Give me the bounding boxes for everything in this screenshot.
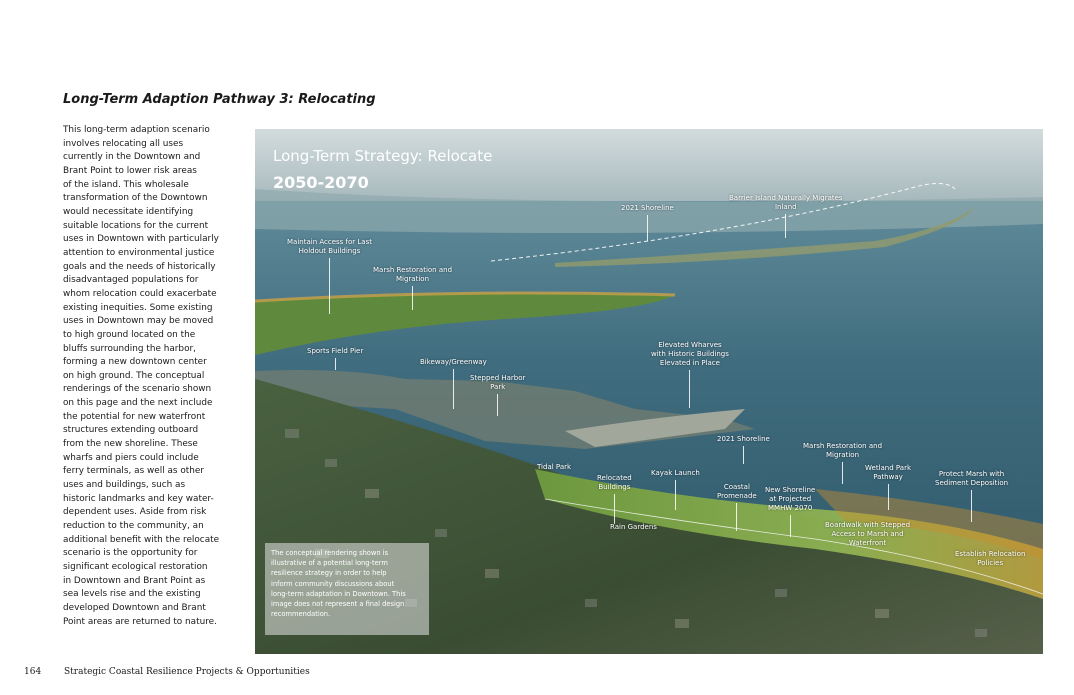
disclaimer-line: inform community discussions about <box>271 579 395 588</box>
annotation-barrier-island: Barrier Island Naturally Migrates Inland <box>729 194 843 238</box>
annotation-2021-shoreline-top: 2021 Shoreline <box>621 204 674 241</box>
body-line: disadvantaged populations for <box>63 275 199 286</box>
annotation-wetland-park-pathway: Wetland Park Pathway <box>865 464 911 510</box>
body-line: significant ecological restoration <box>63 562 208 572</box>
annotation-bikeway-greenway: Bikeway/Greenway <box>420 358 487 409</box>
body-line: sea levels rise and the existing <box>63 589 201 600</box>
body-text <box>63 124 225 629</box>
page-number: 164 <box>24 667 42 677</box>
body-line: transformation of the Downtown <box>63 193 208 204</box>
body-line: uses in Downtown may be moved <box>63 316 214 327</box>
body-line: bluffs surrounding the harbor, <box>63 343 196 354</box>
body-line: dependent uses. Aside from risk <box>63 507 207 518</box>
body-line: historic landmarks and key water- <box>63 493 214 504</box>
annotation-tidal-park: Tidal Park <box>537 463 572 471</box>
body-line: whom relocation could exacerbate <box>63 288 217 299</box>
disclaimer-line: image does not represent a final design <box>271 600 405 609</box>
body-line: additional benefit with the relocate <box>63 534 220 545</box>
disclaimer-line: resilience strategy in order to help <box>271 569 387 578</box>
body-line: of the island. This wholesale <box>63 179 189 190</box>
body-line: reduction to the community, an <box>63 521 204 532</box>
annotation-maintain-access: Maintain Access for Last Holdout Buildings <box>287 238 372 314</box>
annotation-sports-field-pier: Sports Field Pier <box>307 347 363 370</box>
body-line: uses in Downtown with particularly <box>63 234 219 245</box>
relocate-rendering <box>255 129 1043 654</box>
annotation-relocation-policies: Establish Relocation Policies <box>955 550 1026 567</box>
body-line: This long-term adaption scenario <box>63 125 210 135</box>
rendering-disclaimer <box>265 543 429 635</box>
body-line: the potential for new waterfront <box>63 411 206 422</box>
disclaimer-line: illustrative of a potential long-term <box>271 559 388 568</box>
figure-title: Long-Term Strategy: Relocate <box>273 147 493 165</box>
body-line: renderings of the scenario shown <box>63 384 212 395</box>
sky-haze <box>255 129 1043 201</box>
disclaimer-line: long-term adaptation in Downtown. This <box>271 589 406 598</box>
body-line: Point areas are returned to nature. <box>63 616 217 627</box>
annotation-coastal-promenade: Coastal Promenade <box>717 483 757 531</box>
disclaimer-line: recommendation. <box>271 610 331 619</box>
body-line: developed Downtown and Brant <box>63 602 206 613</box>
body-line: to high ground located on the <box>63 329 196 340</box>
annotation-marsh-migration-right: Marsh Restoration and Migration <box>803 442 882 484</box>
section-title: Long-Term Adaption Pathway 3: Relocating <box>63 92 376 107</box>
annotation-marsh-migration-left: Marsh Restoration and Migration <box>373 266 452 310</box>
figure-years: 2050-2070 <box>273 173 369 192</box>
body-line: structures extending outboard <box>63 425 199 436</box>
body-line: Brant Point to lower risk areas <box>63 165 197 176</box>
body-line: in Downtown and Brant Point as <box>63 575 206 586</box>
body-line: would necessitate identifying <box>63 206 194 217</box>
running-footer: Strategic Coastal Resilience Projects & Opportunities <box>64 667 310 677</box>
body-line: suitable locations for the current <box>63 220 209 231</box>
body-line: forming a new downtown center <box>63 357 207 368</box>
body-line: involves relocating all uses <box>63 138 184 149</box>
body-line: ferry terminals, as well as other <box>63 466 205 477</box>
body-line: currently in the Downtown and <box>63 152 201 163</box>
annotation-boardwalk: Boardwalk with Stepped Access to Marsh and Waterfront <box>825 521 911 547</box>
disclaimer-line: The conceptual rendering shown is <box>271 549 389 557</box>
annotation-new-shoreline: New Shoreline at Projected MMHW 2070 <box>765 486 815 537</box>
body-line: goals and the needs of historically <box>63 261 216 272</box>
body-line: from the new shoreline. These <box>63 439 198 450</box>
annotation-elevated-wharves: Elevated Wharves with Historic Buildings Elevated in Place <box>651 341 729 408</box>
annotation-relocated-buildings: Relocated Buildings <box>597 474 632 524</box>
body-line: existing inequities. Some existing <box>63 302 213 313</box>
body-line: uses and buildings, such as <box>63 480 186 491</box>
body-line: on this page and the next include <box>63 398 213 409</box>
annotation-rain-gardens: Rain Gardens <box>610 523 657 531</box>
body-line: scenario is the opportunity for <box>63 548 198 559</box>
body-line: on high ground. The conceptual <box>63 370 205 381</box>
annotation-protect-marsh: Protect Marsh with Sediment Deposition <box>935 470 1008 522</box>
body-line: attention to environmental justice <box>63 247 215 258</box>
body-line: wharfs and piers could include <box>63 452 199 463</box>
annotation-stepped-harbor-park: Stepped Harbor Park <box>470 374 525 416</box>
annotation-2021-shoreline-mid: 2021 Shoreline <box>717 435 770 464</box>
annotation-kayak-launch: Kayak Launch <box>651 469 700 510</box>
